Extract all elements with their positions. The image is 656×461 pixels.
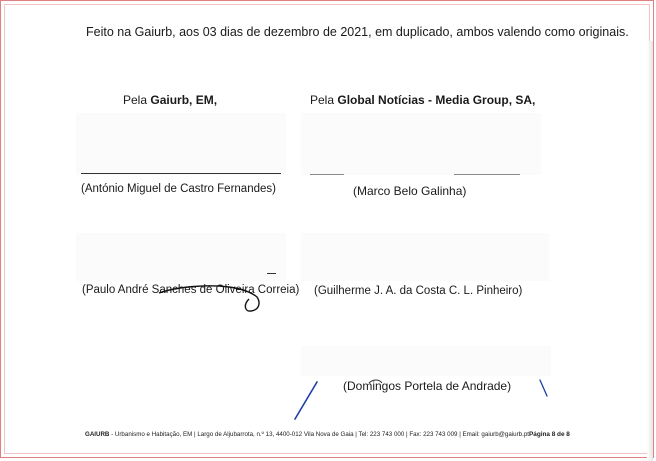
signatory-name-1: (António Miguel de Castro Fernandes)	[81, 183, 276, 195]
footer-org: GAIURB	[85, 431, 110, 438]
signature-stroke-2	[295, 382, 317, 419]
handwritten-signatures	[1, 1, 656, 461]
signatory-name-3: (Paulo André Sanches de Oliveira Correia)	[82, 284, 300, 296]
page-footer	[85, 431, 529, 438]
party-left-entity: Gaiurb, EM,	[150, 93, 218, 107]
footer-contact: - Urbanismo e Habitação, EM | Largo de Aljubarrota, n.º 13, 4400-012 Vila Nova de Gaia | Tel: 223 743 000 | Fax: 223 743 009 | Email: gaiurb@gaiurb.pt	[109, 431, 529, 438]
party-left-prefix: Pela	[123, 93, 151, 107]
party-right-entity: Global Notícias - Media Group, SA,	[337, 93, 536, 107]
signatory-name-4: (Guilherme J. A. da Costa C. L. Pinheiro)	[314, 285, 523, 297]
signature-stroke-4	[369, 380, 382, 383]
signature-stroke-1	[159, 286, 259, 311]
page-number: Página 8 de 8	[529, 431, 570, 438]
signatory-name-2: (Marco Belo Galinha)	[353, 184, 467, 198]
party-right-prefix: Pela	[310, 93, 338, 107]
closing-statement: Feito na Gaiurb, aos 03 dias de dezembro de 2021, em duplicado, ambos valendo como originais.	[86, 25, 629, 39]
signatory-name-5: (Domingos Portela de Andrade)	[343, 379, 512, 393]
signature-stroke-3	[540, 380, 547, 396]
